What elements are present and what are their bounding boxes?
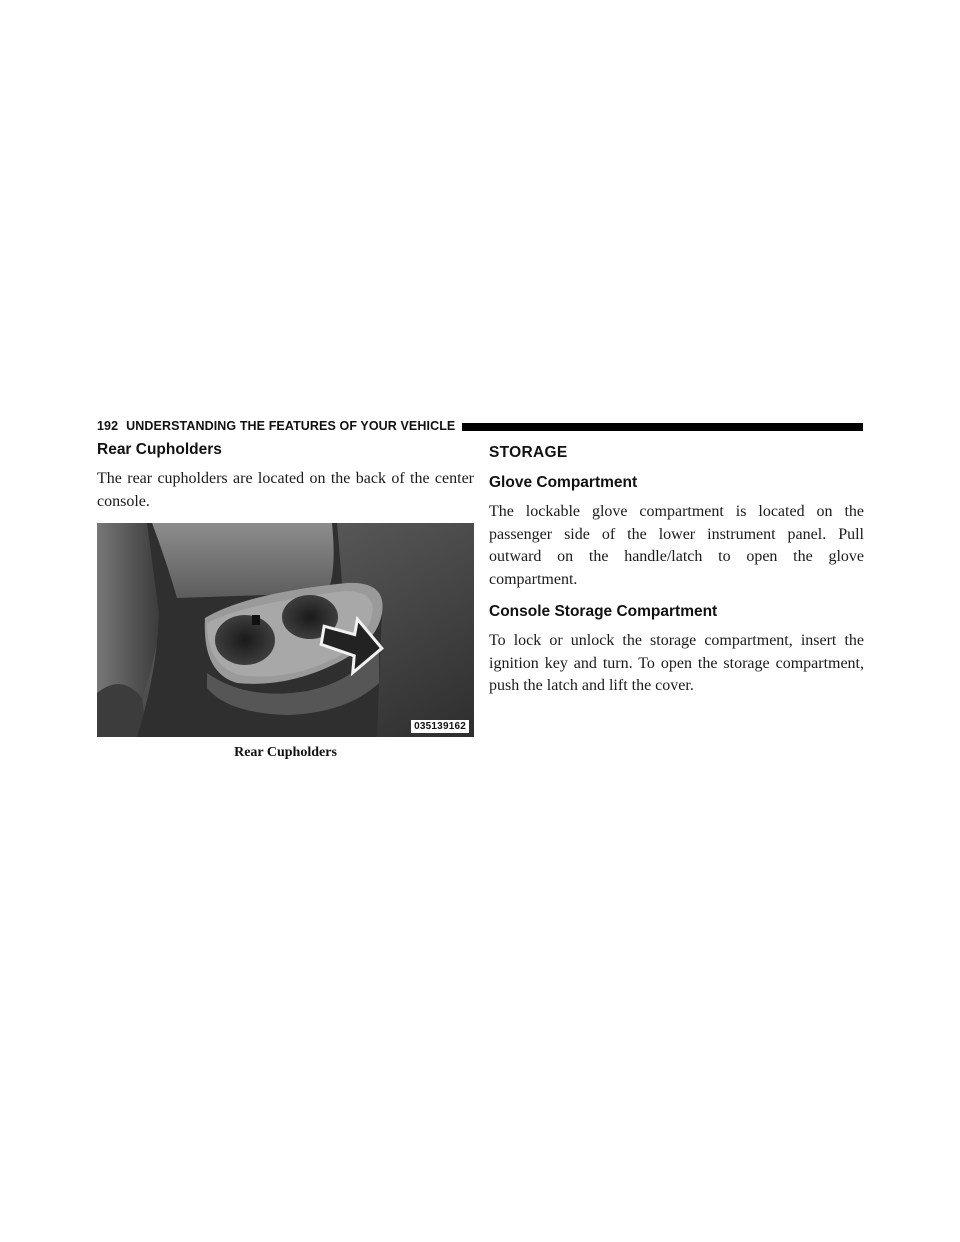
- console-storage-heading: Console Storage Compartment: [489, 603, 718, 620]
- storage-heading: STORAGE: [489, 444, 568, 461]
- page-header: [97, 418, 863, 434]
- rear-cupholders-figure: [97, 523, 474, 761]
- figure-id-label: 035139162: [411, 720, 469, 733]
- section-title: UNDERSTANDING THE FEATURES OF YOUR VEHICLE: [126, 419, 456, 433]
- rear-cupholders-photo: [97, 523, 474, 737]
- console-storage-body: To lock or unlock the storage compartment, insert the ignition key and turn. To open the storage compartment, push the latch and lift the cover.: [489, 632, 864, 694]
- header-rule: [462, 423, 863, 431]
- left-column: [97, 441, 474, 761]
- glove-compartment-body: The lockable glove compartment is located on the passenger side of the lower instrument panel. Pull outward on the handle/latch to open the glove compartment.: [489, 503, 864, 588]
- rear-cupholders-heading: Rear Cupholders: [97, 441, 222, 458]
- rear-cupholders-body: The rear cupholders are located on the back of the center console.: [97, 470, 474, 510]
- glove-compartment-heading: Glove Compartment: [489, 474, 638, 491]
- figure-caption: Rear Cupholders: [234, 745, 337, 760]
- right-column: [489, 441, 864, 698]
- cupholder-illustration: [97, 523, 474, 737]
- page-number: 192: [97, 419, 119, 433]
